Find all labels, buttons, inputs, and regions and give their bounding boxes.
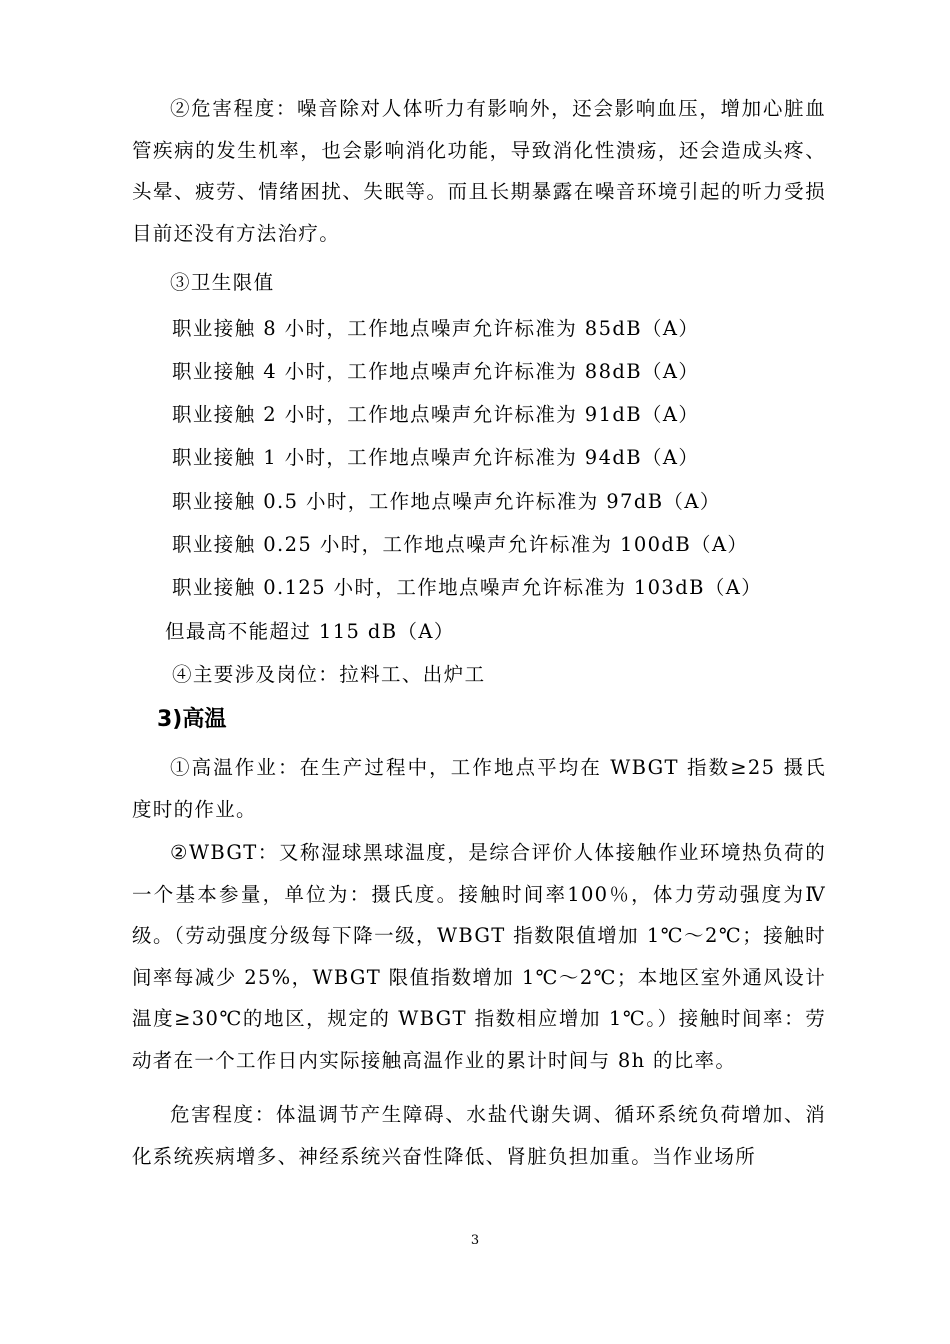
noise-max-limit: 但最高不能超过 115 dB（A） [165,620,455,643]
wbgt-paragraph: ②WBGT：又称湿球黑球温度，是综合评价人体接触作业环境热负荷的一个基本参量，单位为：摄氏度。接触时间率100％，体力劳动强度为Ⅳ级。（劳动强度分级每下降一级，WBGT 指数限值增加 1℃～2℃；接触时间率每减少 25%，WBGT 限值指数增加 1℃～2℃；本地区室外通风设计温度≥30℃的地区，规定的 WBGT 指数相应增加 1℃。）接触时间率：劳动者在一个工作日内实际接触高温作业的累计时间与 8h 的比率。 [132,841,826,1072]
noise-limit-2h: 职业接触 2 小时，工作地点噪声允许标准为 91dB（A） [172,403,700,426]
noise-limit-1h: 职业接触 1 小时，工作地点噪声允许标准为 94dB（A） [172,446,700,469]
noise-limit-0.125h: 职业接触 0.125 小时，工作地点噪声允许标准为 103dB（A） [172,576,763,599]
noise-hazard-paragraph: ②危害程度：噪音除对人体听力有影响外，还会影响血压，增加心脏血管疾病的发生机率，也会影响消化功能，导致消化性溃疡，还会造成头疼、头晕、疲劳、情绪困扰、失眠等。而且长期暴露在噪音环境引起的听力受损目前还没有方法治疗。 [132,97,826,245]
heat-hazard-paragraph: 危害程度：体温调节产生障碍、水盐代谢失调、循环系统负荷增加、消化系统疾病增多、神经系统兴奋性降低、肾脏负担加重。当作业场所 [132,1103,826,1168]
section-heading-high-temperature: 3)高温 [157,707,227,732]
noise-limit-title: ③卫生限值 [170,271,275,294]
noise-limit-4h: 职业接触 4 小时，工作地点噪声允许标准为 88dB（A） [172,360,700,383]
noise-limit-0.25h: 职业接触 0.25 小时，工作地点噪声允许标准为 100dB（A） [172,533,749,556]
noise-limit-0.5h: 职业接触 0.5 小时，工作地点噪声允许标准为 97dB（A） [172,490,721,513]
page-number: 3 [470,1233,480,1248]
noise-positions: ④主要涉及岗位：拉料工、出炉工 [172,663,486,686]
heat-definition-paragraph: ①高温作业：在生产过程中，工作地点平均在 WBGT 指数≥25 摄氏度时的作业。 [132,756,826,821]
noise-limit-8h: 职业接触 8 小时，工作地点噪声允许标准为 85dB（A） [172,317,700,340]
